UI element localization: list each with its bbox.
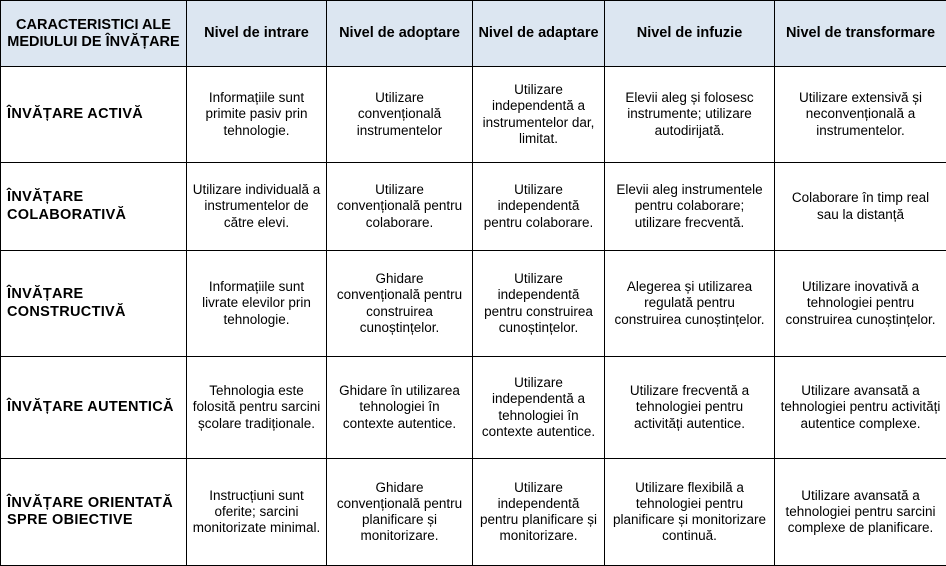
table-cell: Ghidare în utilizarea tehnologiei în contexte autentice. (327, 357, 473, 459)
table-cell: Ghidare convențională pentru construirea cunoștințelor. (327, 251, 473, 357)
row-header-authentic-learning: ÎNVĂȚARE AUTENTICĂ (1, 357, 187, 459)
table-cell: Colaborare în timp real sau la distanță (775, 163, 946, 251)
column-header-infusion: Nivel de infuzie (605, 1, 775, 67)
table-cell: Utilizare avansată a tehnologiei pentru activități autentice complexe. (775, 357, 946, 459)
table-row (1, 459, 946, 566)
table-cell: Elevii aleg și folosesc instrumente; utilizare autodirijată. (605, 67, 775, 163)
table-header (1, 1, 946, 67)
row-header-collaborative-learning: ÎNVĂȚARE COLABORATIVĂ (1, 163, 187, 251)
row-header-constructive-learning: ÎNVĂȚARE CONSTRUCTIVĂ (1, 251, 187, 357)
table-cell: Utilizare convențională pentru colaborare. (327, 163, 473, 251)
table-cell: Utilizare independentă pentru planificare și monitorizare. (473, 459, 605, 566)
table-cell: Utilizare independentă pentru colaborare. (473, 163, 605, 251)
table-cell: Ghidare convențională pentru planificare și monitorizare. (327, 459, 473, 566)
table-cell: Instrucțiuni sunt oferite; sarcini monitorizate minimal. (187, 459, 327, 566)
table-cell: Elevii aleg instrumentele pentru colaborare; utilizare frecventă. (605, 163, 775, 251)
table-cell: Informațiile sunt livrate elevilor prin tehnologie. (187, 251, 327, 357)
table-row (1, 357, 946, 459)
row-header-goal-directed-learning: ÎNVĂȚARE ORIENTATĂ SPRE OBIECTIVE (1, 459, 187, 566)
table-cell: Informațiile sunt primite pasiv prin tehnologie. (187, 67, 327, 163)
table-body (1, 67, 946, 566)
table-cell: Utilizare independentă pentru construirea cunoștințelor. (473, 251, 605, 357)
column-header-characteristics: CARACTERISTICI ALE MEDIULUI DE ÎNVĂȚARE (1, 1, 187, 67)
column-header-adaptation: Nivel de adaptare (473, 1, 605, 67)
table-cell: Utilizare avansată a tehnologiei pentru sarcini complexe de planificare. (775, 459, 946, 566)
column-header-entry: Nivel de intrare (187, 1, 327, 67)
table-cell: Alegerea și utilizarea regulată pentru construirea cunoștințelor. (605, 251, 775, 357)
table-row (1, 163, 946, 251)
table-row (1, 67, 946, 163)
table-cell: Utilizare flexibilă a tehnologiei pentru planificare și monitorizare continuă. (605, 459, 775, 566)
table-cell: Utilizare extensivă și neconvențională a instrumentelor. (775, 67, 946, 163)
table-cell: Tehnologia este folosită pentru sarcini școlare tradiționale. (187, 357, 327, 459)
table-row (1, 251, 946, 357)
row-header-active-learning: ÎNVĂȚARE ACTIVĂ (1, 67, 187, 163)
table-cell: Utilizare frecventă a tehnologiei pentru activități autentice. (605, 357, 775, 459)
header-row (1, 1, 946, 67)
column-header-transformation: Nivel de transformare (775, 1, 946, 67)
table-cell: Utilizare independentă a tehnologiei în contexte autentice. (473, 357, 605, 459)
table-cell: Utilizare convențională instrumentelor (327, 67, 473, 163)
table-cell: Utilizare inovativă a tehnologiei pentru construirea cunoștințelor. (775, 251, 946, 357)
column-header-adoption: Nivel de adoptare (327, 1, 473, 67)
table-cell: Utilizare individuală a instrumentelor de către elevi. (187, 163, 327, 251)
table-cell: Utilizare independentă a instrumentelor dar, limitat. (473, 67, 605, 163)
